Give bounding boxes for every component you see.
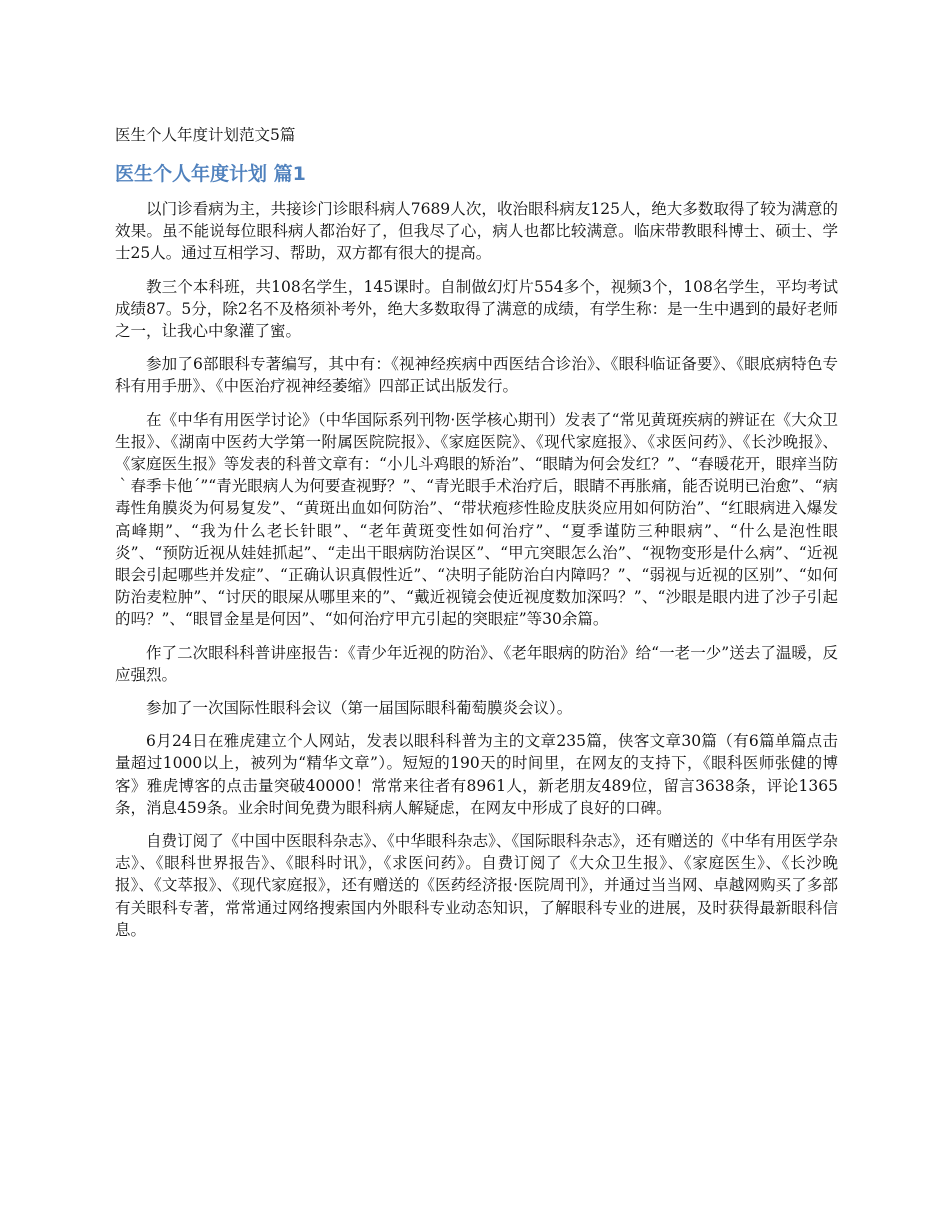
paragraph-2: 教三个本科班，共108名学生，145课时。自制做幻灯片554多个，视频3个，108名学生，平均考试成绩87。5分，除2名不及格须补考外，绝大多数取得了满意的成绩，有学生称：是一生中遇到的最好老师之一，让我心中象灌了蜜。	[115, 277, 839, 341]
paragraph-6: 参加了一次国际性眼科会议（第一届国际眼科葡萄膜炎会议）。	[146, 699, 573, 718]
paragraph-8: 自费订阅了《中国中医眼科杂志》、《中华眼科杂志》、《国际眼科杂志》，还有赠送的《中华有用医学杂志》、《眼科世界报告》、《眼科时讯》，《求医问药》。自费订阅了《大众卫生报》、《家庭医生》、《长沙晚报》、《文萃报》、《现代家庭报》，还有赠送的《医药经济报·医院周刊》，并通过当当网、卓越网购买了多部有关眼科专著，常常通过网络搜索国内外眼科专业动态知识，了解眼科专业的进展，及时获得最新眼科信息。	[115, 832, 838, 939]
paragraph-7: 6月24日在雅虎建立个人网站，发表以眼科科普为主的文章235篇，侠客文章30篇（有6篇单篇点击量超过1000以上，被列为“精华文章”）。短短的190天的时间里，在网友的支持下，《眼科医师张健的博客》雅虎博客的点击量突破40000！常常来往者有8961人，新老朋友489位，留言3638条，评论1365条，消息459条。业余时间免费为眼科病人解疑虑，在网友中形成了良好的口碑。	[115, 732, 838, 817]
paragraph-3: 参加了6部眼科专著编写，其中有：《视神经疾病中西医结合诊治》、《眼科临证备要》、《眼底病特色专科有用手册》、《中医治疗视神经萎缩》四部正试出版发行。	[115, 355, 838, 396]
paragraph-1: 以门诊看病为主，共接诊门诊眼科病人7689人次，收治眼科病友125人，绝大多数取得了较为满意的效果。虽不能说每位眼科病人都治好了，但我尽了心，病人也都比较满意。临床带教眼科博士、硕士、学士25人。通过互相学习、帮助，双方都有很大的提高。	[115, 200, 838, 263]
paragraph-4: 在《中华有用医学讨论》（中华国际系列刊物·医学核心期刊）发表了“常见黄斑疾病的辨证在《大众卫生报》、《湖南中医药大学第一附属医院院报》、《家庭医院》、《现代家庭报》、《求医问药》、《长沙晚报》、《家庭医生报》等发表的科普文章有：“小儿斗鸡眼的矫治”、“眼睛为何会发红？”、“春暖花开，眼痒当防｀春季卡他´”“青光眼病人为何要查视野？”、“青光眼手术治疗后，眼睛不再胀痛，能否说明已治愈”、“病毒性角膜炎为何易复发”、“黄斑出血如何防治”、“带状疱疹性睑皮肤炎应用如何防治”、“红眼病进入爆发高峰期”、“我为什么老长针眼”、“老年黄斑变性如何治疗”、“夏季谨防三种眼病”、“什么是泡性眼炎”、“预防近视从娃娃抓起”、“走出干眼病防治误区”、“甲亢突眼怎么治”、“视物变形是什么病”、“近视眼会引起哪些并发症”、“正确认识真假性近”、“决明子能防治白内障吗？”、“弱视与近视的区别”、“如何防治麦粒肿”、“讨厌的眼屎从哪里来的”、“戴近视镜会使近视度数加深吗？”、“沙眼是眼内进了沙子引起的吗？”、“眼冒金星是何因”、“如何治疗甲亢引起的突眼症”等30余篇。	[115, 410, 838, 629]
section-heading: 医生个人年度计划 篇1	[115, 163, 306, 185]
document-title: 医生个人年度计划范文5篇	[115, 126, 296, 144]
paragraph-5: 作了二次眼科科普讲座报告：《青少年近视的防治》、《老年眼病的防治》给“一老一少”送去了温暖，反应强烈。	[115, 643, 838, 684]
